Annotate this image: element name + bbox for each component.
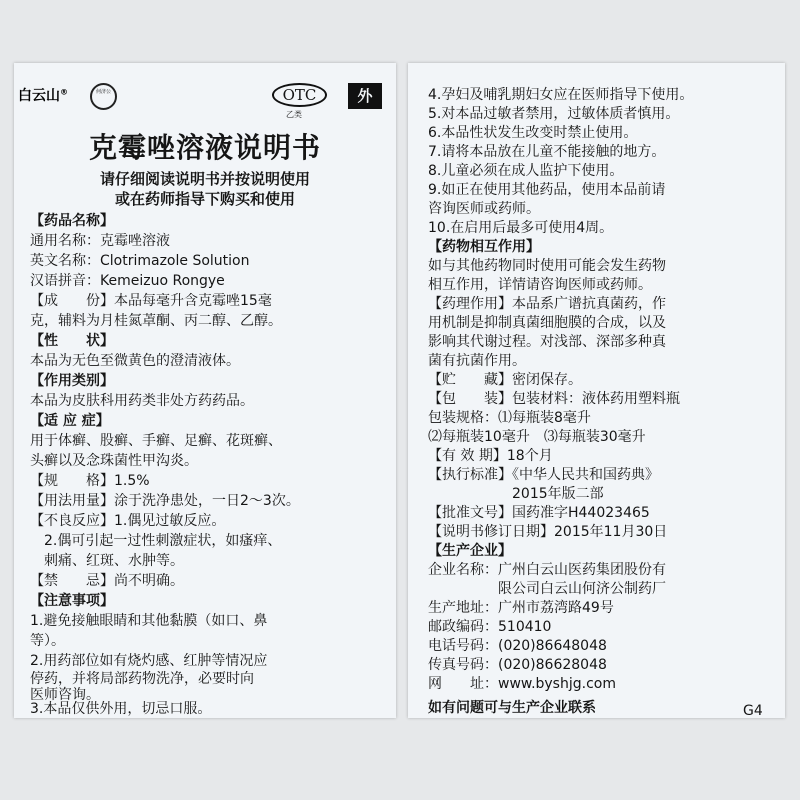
registered-mark: ® [60, 87, 68, 97]
section-revision-date: 【说明书修订日期】2015年11月30日 [428, 524, 668, 540]
text-line: 汉语拼音：Kemeizuo Rongye [30, 273, 225, 289]
text-line: 影响其代谢过程。对浅部、深部多种真 [428, 334, 666, 350]
text-line: 头癣以及念珠菌性甲沟炎。 [30, 453, 198, 469]
text-line: 克，辅料为月桂氮䓬酮、丙二醇、乙醇。 [30, 313, 282, 329]
section-storage: 【贮 藏】密闭保存。 [428, 372, 582, 388]
text-line: 英文名称：Clotrimazole Solution [30, 253, 250, 269]
text-line: 通用名称：克霉唑溶液 [30, 233, 170, 249]
document-title: 克霉唑溶液说明书 [88, 131, 321, 164]
section-drug-interactions: 【药物相互作用】 [428, 239, 540, 255]
leaflet-page-right [408, 63, 785, 718]
section-dosage: 【用法用量】涂于洗净患处，一日2～3次。 [30, 493, 300, 509]
text-line: 限公司白云山何济公制药厂 [428, 581, 666, 597]
text-line: 电话号码：(020)86648048 [428, 638, 607, 654]
text-line: 2015年版二部 [428, 486, 604, 502]
text-line: 企业名称：广州白云山医药集团股份有 [428, 562, 666, 578]
section-specification: 【规 格】1.5% [30, 473, 150, 489]
page-code: G4 [743, 703, 763, 718]
section-manufacturer: 【生产企业】 [428, 543, 512, 559]
seal-text: 何济公 [95, 89, 111, 95]
text-line: 用于体癣、股癣、手癣、足癣、花斑癣、 [30, 433, 282, 449]
subtitle-line: 请仔细阅读说明书并按说明使用 [99, 170, 310, 188]
text-line: 本品为无色至微黄色的澄清液体。 [30, 353, 240, 369]
section-package: 【包 装】包装材料：液体药用塑料瓶 [428, 391, 680, 407]
text-line: 10.在启用后最多可使用4周。 [428, 220, 614, 236]
text-line: 相互作用，详情请咨询医师或药师。 [428, 277, 652, 293]
external-use-badge: 外 [348, 83, 382, 109]
text-line: 包装规格：⑴每瓶装8毫升 [428, 410, 591, 426]
otc-class-label: 乙类 [286, 110, 302, 119]
text-line: 本品为皮肤科用药类非处方药药品。 [30, 393, 254, 409]
text-line: 用机制是抑制真菌细胞膜的合成，以及 [428, 315, 666, 331]
section-contraindications: 【禁 忌】尚不明确。 [30, 573, 184, 589]
section-approval-number: 【批准文号】国药准字H44023465 [428, 505, 650, 521]
text-line: 1.避免接触眼睛和其他黏膜（如口、鼻 [30, 613, 268, 629]
text-line: 6.本品性状发生改变时禁止使用。 [428, 125, 638, 141]
text-line: 刺痛、红斑、水肿等。 [30, 553, 184, 569]
text-line: 4.孕妇及哺乳期妇女应在医师指导下使用。 [428, 87, 694, 103]
text-line: 传真号码：(020)86628048 [428, 657, 607, 673]
section-indications: 【适 应 症】 [30, 413, 110, 429]
section-drug-name: 【药品名称】 [30, 213, 114, 229]
section-validity: 【有 效 期】18个月 [428, 448, 553, 464]
seal-logo [90, 83, 117, 110]
text-line: 3.本品仅供外用，切忌口服。 [30, 701, 212, 717]
text-line: 菌有抗菌作用。 [428, 353, 526, 369]
leaflet-page-left [14, 63, 396, 718]
text-line: 9.如正在使用其他药品，使用本品前请 [428, 182, 666, 198]
section-pharmacology: 【药理作用】本品系广谱抗真菌药，作 [428, 296, 666, 312]
section-category: 【作用类别】 [30, 373, 114, 389]
text-line: 咨询医师或药师。 [428, 201, 540, 217]
text-line: 邮政编码：510410 [428, 619, 552, 635]
text-line: 2.用药部位如有烧灼感、红肿等情况应 [30, 653, 268, 669]
leaflet-header [14, 83, 396, 123]
text-line: 生产地址：广州市荔湾路49号 [428, 600, 614, 616]
text-line: 2.偶可引起一过性刺激症状，如瘙痒、 [30, 533, 282, 549]
contact-note: 如有问题可与生产企业联系 [428, 700, 596, 716]
text-line: ⑵每瓶装10毫升 ⑶每瓶装30毫升 [428, 429, 646, 445]
text-line: 停药，并将局部药物洗净，必要时向 [30, 671, 254, 687]
section-ingredients: 【成 份】本品每毫升含克霉唑15毫 [30, 293, 272, 309]
brand-name: 白云山 [18, 88, 60, 104]
text-line: 7.请将本品放在儿童不能接触的地方。 [428, 144, 666, 160]
brand-logo [18, 85, 68, 105]
text-line: 医师咨询。 [30, 687, 100, 703]
website-line: 网 址：www.byshjg.com [428, 676, 616, 692]
subtitle-line: 或在药师指导下购买和使用 [114, 190, 295, 208]
text-line: 5.对本品过敏者禁用，过敏体质者慎用。 [428, 106, 680, 122]
section-standard: 【执行标准】《中华人民共和国药典》 [428, 467, 659, 483]
section-description: 【性 状】 [30, 333, 114, 349]
otc-badge: OTC [272, 83, 327, 107]
section-precautions: 【注意事项】 [30, 593, 114, 609]
text-line: 8.儿童必须在成人监护下使用。 [428, 163, 624, 179]
section-adverse-reactions: 【不良反应】1.偶见过敏反应。 [30, 513, 226, 529]
text-line: 等）。 [30, 633, 65, 649]
text-line: 如与其他药物同时使用可能会发生药物 [428, 258, 666, 274]
